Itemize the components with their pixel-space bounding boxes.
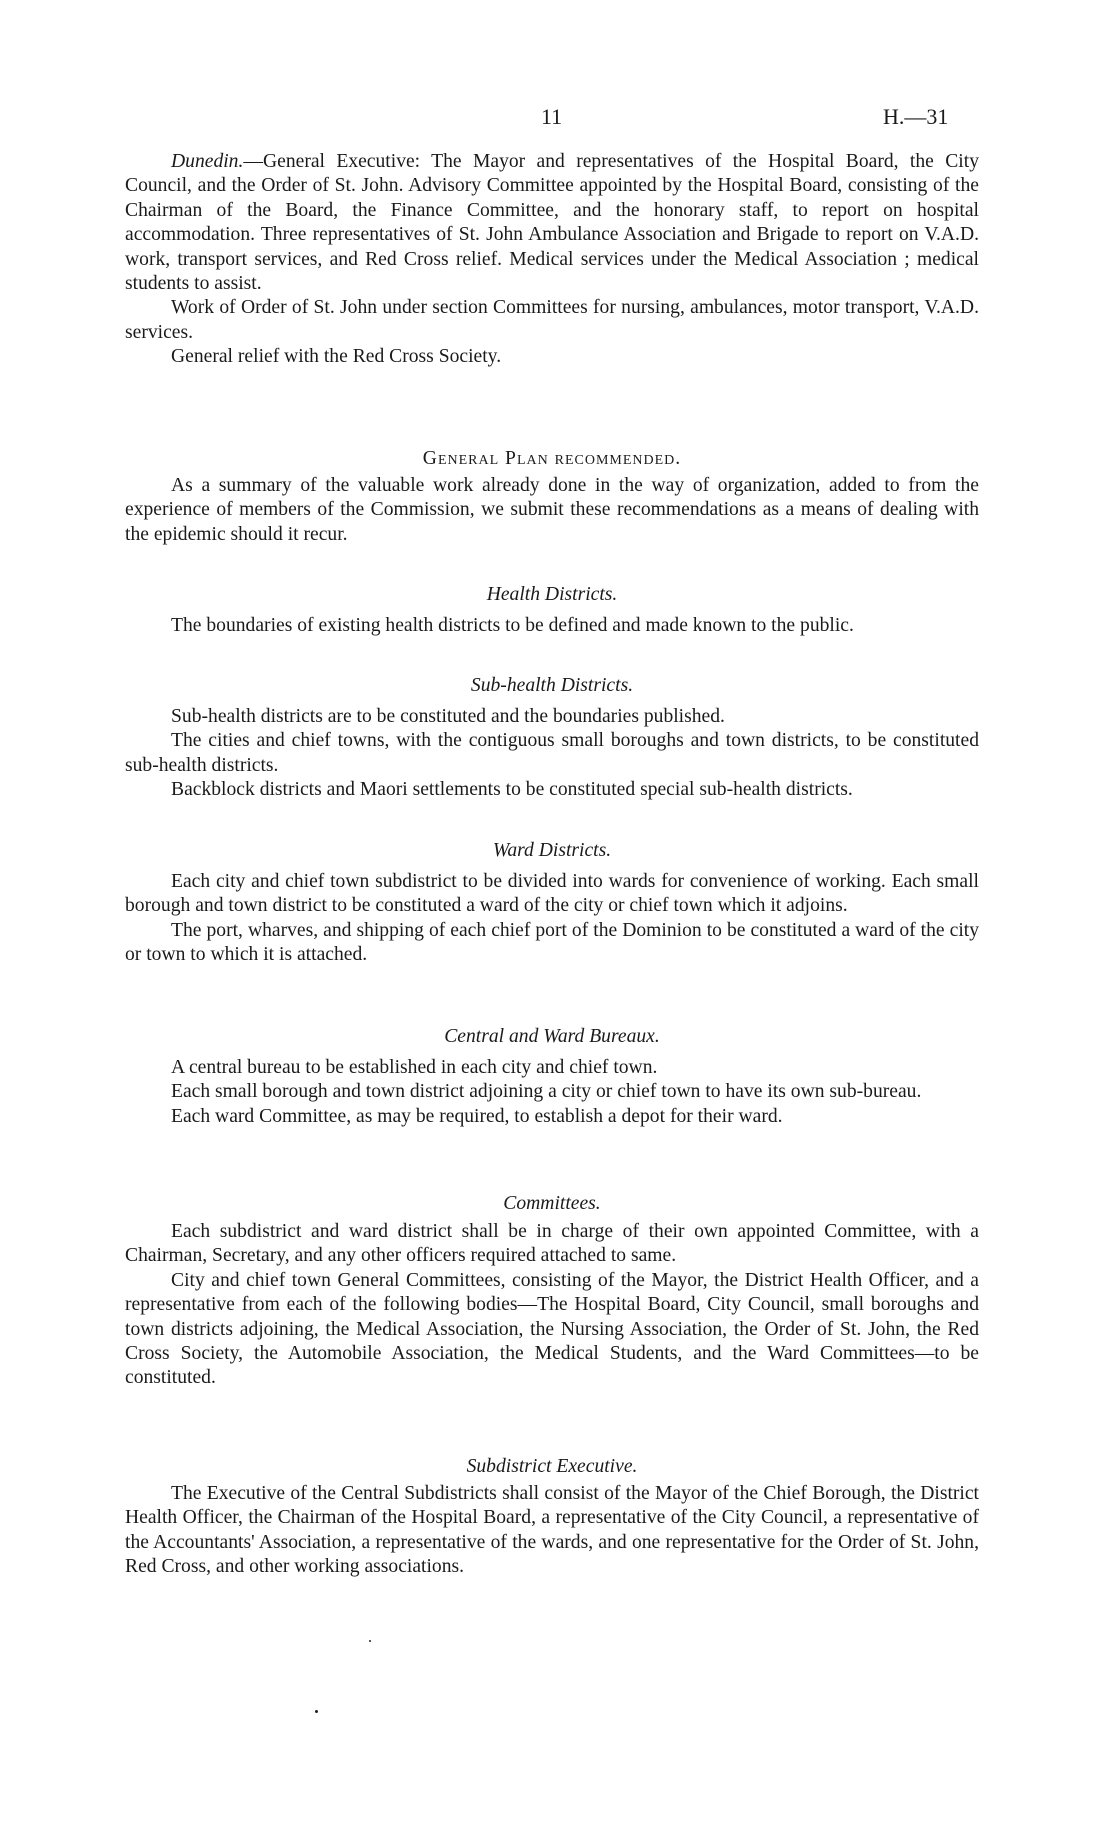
paragraph: Each city and chief town subdistrict to be divided into wards for convenience of working. Each small borough and town district to be constituted a ward of the city or chief town which it adjoins. bbox=[125, 871, 979, 917]
paragraph: The boundaries of existing health districts to be defined and made known to the public. bbox=[171, 615, 854, 636]
section-heading-sub-health-districts: Sub-health Districts. bbox=[470, 675, 634, 696]
committees-section bbox=[125, 1220, 979, 1391]
paragraph: City and chief town General Committees, consisting of the Mayor, the District Health Officer, and a representative from each of the following bodies—The Hospital Board, City Council, small boroughs and town districts adjoining, the Medical Association, the Nursing Association, the Order of St. John, the Red Cross Society, the Automobile Association, the Medical Students, and the Ward Committees—to be constituted. bbox=[125, 1269, 979, 1389]
paragraph: Each small borough and town district adjoining a city or chief town to have its own sub-bureau. bbox=[171, 1081, 922, 1103]
scan-speck bbox=[315, 1710, 318, 1713]
page-number: 11 bbox=[541, 104, 563, 129]
paragraph: Each ward Committee, as may be required, to establish a depot for their ward. bbox=[171, 1105, 783, 1127]
ward-districts-section bbox=[125, 870, 979, 968]
section-heading-committees: Committees. bbox=[503, 1193, 601, 1214]
general-plan-section bbox=[125, 474, 979, 547]
section-heading-ward-districts: Ward Districts. bbox=[492, 840, 612, 861]
section-heading-health-districts: Health Districts. bbox=[486, 584, 618, 605]
paragraph: Backblock districts and Maori settlements to be constituted special sub-health districts. bbox=[171, 779, 853, 801]
sub-health-districts-section bbox=[125, 705, 979, 803]
dunedin-paragraph: Dunedin.—General Executive: The Mayor and representatives of the Hospital Board, the City Council, and the Order of St. John. Advisory Committee appointed by the Hospital Board, consisting of the Chairman of the Board, the Finance Committee, and the honorary staff, to report on hospital accommodation. Three representatives of St. John Ambulance Association and Brigade to report on V.A.D. work, transport services, and Red Cross relief. Medical services under the Medical Association ; medical students to assist. bbox=[125, 151, 979, 295]
paragraph: General relief with the Red Cross Society. bbox=[171, 346, 502, 368]
section-heading-subdistrict-executive: Subdistrict Executive. bbox=[466, 1456, 638, 1477]
paragraph: As a summary of the valuable work already done in the way of organization, added to from the experience of members of the Commission, we submit these recommendations as a means of dealing with the epidemic should it recur. bbox=[125, 475, 979, 545]
section-heading-general-plan: General Plan recommended. bbox=[422, 448, 682, 469]
paragraph: A central bureau to be established in each city and chief town. bbox=[171, 1057, 658, 1078]
paragraph: Sub-health districts are to be constituted and the boundaries published. bbox=[171, 706, 725, 727]
dunedin-section bbox=[125, 150, 979, 370]
central-bureaux-section bbox=[125, 1056, 979, 1129]
paragraph: The Executive of the Central Subdistricts shall consist of the Mayor of the Chief Borough, the District Health Officer, the Chairman of the Hospital Board, a representative of the City Council, a representative of the Accountants' Association, a representative of the wards, and one representative for the Order of St. John, Red Cross, and other working associations. bbox=[125, 1483, 979, 1578]
paragraph: The port, wharves, and shipping of each chief port of the Dominion to be constituted a ward of the city or town to which it is attached. bbox=[125, 919, 979, 966]
section-heading-central-bureaux: Central and Ward Bureaux. bbox=[444, 1026, 660, 1047]
paragraph: The cities and chief towns, with the contiguous small boroughs and town districts, to be constituted sub-health districts. bbox=[125, 730, 979, 776]
scan-speck bbox=[369, 1640, 371, 1642]
document-reference: H.—31 bbox=[883, 104, 949, 129]
health-districts-section bbox=[125, 614, 979, 638]
dunedin-lead: Dunedin. bbox=[171, 151, 244, 172]
subdistrict-executive-section bbox=[125, 1482, 979, 1580]
paragraph: Work of Order of St. John under section Committees for nursing, ambulances, motor transport, V.A.D. services. bbox=[125, 297, 979, 343]
paragraph: Each subdistrict and ward district shall be in charge of their own appointed Committee, with a Chairman, Secretary, and any other officers required attached to same. bbox=[125, 1221, 979, 1267]
